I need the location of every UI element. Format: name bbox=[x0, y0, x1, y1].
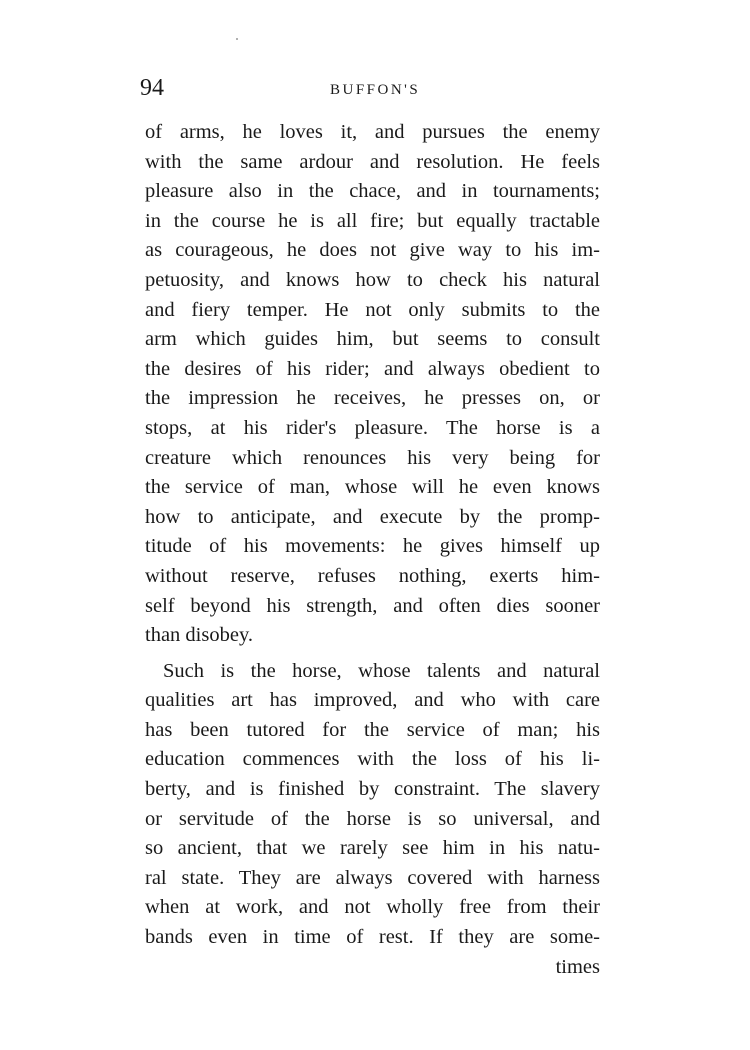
text-line: has been tutored for the service of man; his bbox=[145, 718, 600, 741]
ink-speck bbox=[236, 38, 238, 40]
text-line: of arms, he loves it, and pursues the enemy bbox=[145, 121, 600, 143]
text-line: education commences with the loss of his li- bbox=[145, 748, 600, 771]
text-line: arm which guides him, but seems to consult bbox=[145, 328, 600, 351]
text-line: with the same ardour and resolution. He feels bbox=[145, 150, 600, 173]
page-number: 94 bbox=[140, 75, 164, 101]
text-line: in the course he is all fire; but equally tractable bbox=[145, 209, 600, 232]
text-line: or servitude of the horse is so universal, and bbox=[145, 807, 600, 830]
text-line: creature which renounces his very being for bbox=[145, 446, 600, 469]
text-line: bands even in time of rest. If they are some- bbox=[145, 926, 600, 949]
text-line: the desires of his rider; and always obedient to bbox=[145, 357, 600, 380]
text-line: and fiery temper. He not only submits to the bbox=[145, 298, 600, 321]
text-line: stops, at his rider's pleasure. The horse is a bbox=[145, 416, 600, 439]
text-line: ral state. They are always covered with harness bbox=[145, 866, 600, 889]
text-line: as courageous, he does not give way to his im- bbox=[145, 239, 600, 262]
catchword: times bbox=[555, 955, 600, 978]
text-line: so ancient, that we rarely see him in his natu- bbox=[145, 837, 600, 860]
text-line: petuosity, and knows how to check his natural bbox=[145, 268, 600, 291]
text-line: than disobey. bbox=[145, 624, 253, 647]
text-line: without reserve, refuses nothing, exerts him- bbox=[145, 564, 600, 587]
text-line: titude of his movements: he gives himself up bbox=[145, 535, 600, 558]
paragraph bbox=[145, 118, 600, 651]
text-line: when at work, and not wholly free from their bbox=[145, 896, 600, 919]
text-line: pleasure also in the chace, and in tournaments; bbox=[145, 180, 600, 203]
text-line: qualities art has improved, and who with care bbox=[145, 689, 600, 712]
body-text bbox=[145, 118, 600, 982]
text-line: self beyond his strength, and often dies sooner bbox=[145, 594, 600, 617]
text-line: how to anticipate, and execute by the promp- bbox=[145, 505, 600, 528]
text-line: the impression he receives, he presses on, or bbox=[145, 387, 600, 410]
text-line: the service of man, whose will he even knows bbox=[145, 476, 600, 499]
page-header bbox=[140, 70, 600, 106]
paragraph bbox=[145, 657, 600, 953]
text-line: berty, and is finished by constraint. The slavery bbox=[145, 778, 600, 801]
running-head: BUFFON'S bbox=[330, 82, 421, 98]
text-line: Such is the horse, whose talents and natural bbox=[163, 659, 600, 682]
